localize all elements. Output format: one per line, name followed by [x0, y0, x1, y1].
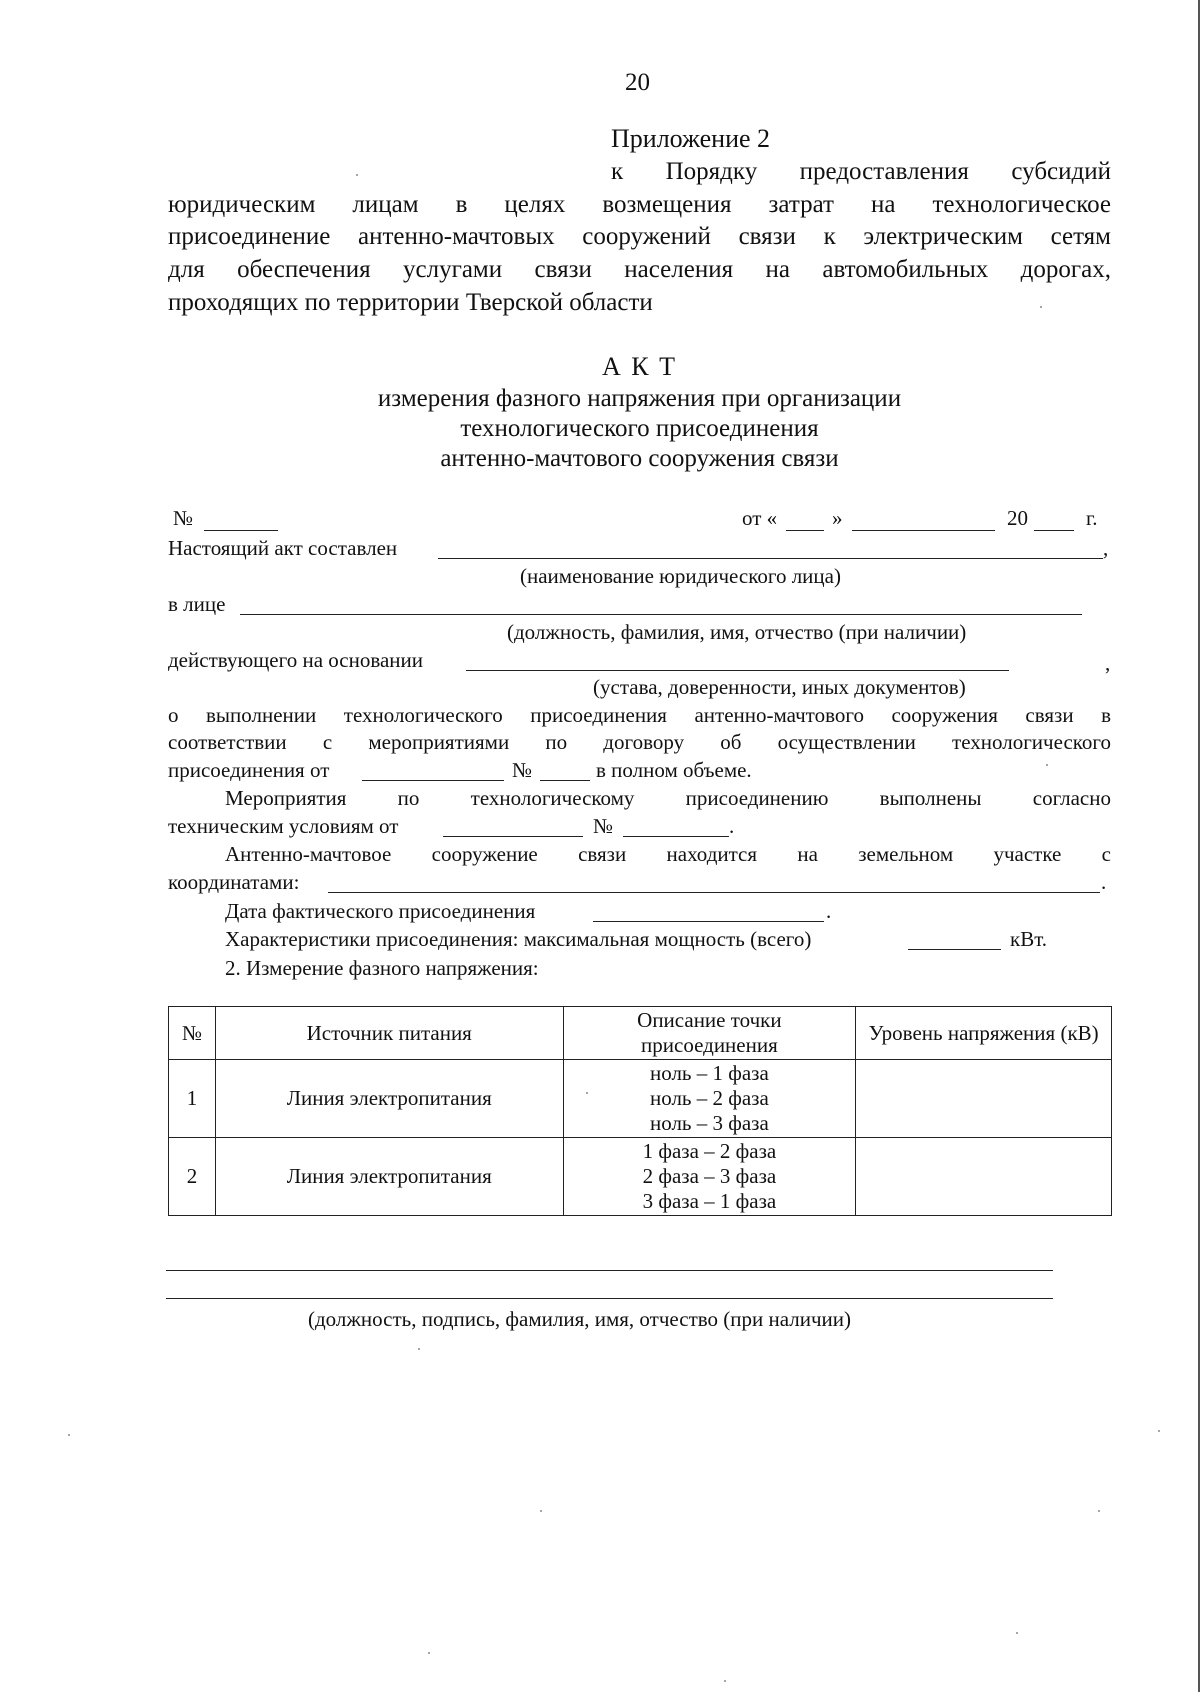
actual-date-label: Дата фактического присоединения: [225, 899, 536, 923]
person-hint: (должность, фамилия, имя, отчество (при наличии): [507, 620, 967, 644]
composed-label: Настоящий акт составлен: [168, 536, 398, 560]
appendix-line: юридическим лицам в целях возмещения затрат на технологическое: [168, 191, 1111, 218]
date-quote-close: »: [832, 506, 843, 530]
table-header-row: [169, 1007, 1112, 1060]
table-row: [169, 1138, 1112, 1216]
header-source: Источник питания: [215, 1007, 563, 1060]
para1-contract-number-label: №: [512, 758, 533, 782]
date-year-blank[interactable]: [1034, 530, 1074, 531]
legal-entity-hint: (наименование юридического лица): [520, 564, 841, 588]
appendix-line: присоединение антенно-мачтовых сооружений связи к электрическим сетям: [168, 223, 1111, 250]
appendix-title: Приложение 2: [611, 124, 771, 153]
legal-entity-blank[interactable]: [438, 558, 1103, 559]
power-unit: кВт.: [1010, 927, 1048, 951]
para2-number-label: №: [593, 814, 614, 838]
act-number-label: №: [173, 506, 194, 530]
row-voltage-level[interactable]: [856, 1060, 1112, 1138]
appendix-line: проходящих по территории Тверской области: [168, 289, 653, 316]
act-subtitle: антенно-мачтового сооружения связи: [440, 445, 839, 472]
row-voltage-level[interactable]: [856, 1138, 1112, 1216]
signature-hint: (должность, подпись, фамилия, имя, отчество (при наличии): [308, 1307, 851, 1331]
row-number: 1: [169, 1060, 216, 1138]
signature-line[interactable]: [166, 1270, 1053, 1271]
row-source: Линия электропитания: [215, 1060, 563, 1138]
acting-label: действующего на основании: [168, 648, 424, 672]
signature-line[interactable]: [166, 1298, 1053, 1299]
header-point-description: Описание точки присоединения: [563, 1007, 856, 1060]
max-power-blank[interactable]: [908, 949, 1001, 950]
header-number: №: [169, 1007, 216, 1060]
row-number: 2: [169, 1138, 216, 1216]
characteristics-label: Характеристики присоединения: максимальная мощность (всего): [225, 927, 812, 951]
row-source: Линия электропитания: [215, 1138, 563, 1216]
act-title: А К Т: [602, 352, 677, 381]
date-day-blank[interactable]: [786, 530, 824, 531]
basis-hint: (устава, доверенности, иных документов): [593, 675, 966, 699]
year-suffix: г.: [1086, 506, 1098, 530]
in-person-label: в лице: [168, 592, 226, 616]
para1-line: о выполнении технологического присоединения антенно-мачтового сооружения связи в: [168, 703, 1111, 727]
basis-blank[interactable]: [466, 670, 1009, 671]
person-blank[interactable]: [240, 614, 1082, 615]
actual-date-blank[interactable]: [593, 921, 824, 922]
act-subtitle: измерения фазного напряжения при организации: [377, 385, 902, 412]
contract-number-blank[interactable]: [540, 780, 590, 781]
para3-coordinates-label: координатами:: [168, 870, 300, 894]
appendix-line: для обеспечения услугами связи населения на автомобильных дорогах,: [168, 256, 1111, 283]
para2-line: Мероприятия по технологическому присоединению выполнены согласно: [225, 786, 1111, 810]
document-page: 20 Приложение 2 к Порядку предоставления субсидий юридическим лицам в целях возмещения затрат на технологическое присоединение антенно-мачтовых сооружений связи к электрическим сетям для обеспечения услугами связи населения на автомобильных дорогах, проходящих по территории Тверской области А К Т измерения фазного напряжения при организации технологического присоединения антенно-мачтового сооружения связи № от « » 20 г. Настоящий акт составлен , (наименование юридического лица) в лице (должность, фамилия, имя, отчество (при наличии) действующего на основании , (устава, доверенности, иных документов) о выполнении технологического присоединения антенно-мачтового сооружения связи в соответствии с мероприятиями по договору об осуществлении технологического присоединения от № в полном объеме. Мероприятия по технологическому присоединению выполнены согласно техническим условиям от № . Антенно-мачтовое сооружение связи находится на земельном участке с координатами: . Дата фактического присоединения . Характеристики присоединения: максимальная мощность (всего) кВт. 2. Измерение фазного напряжения: № Источник питания Описание точки присоединения Уровень напряжения (кВ) 1 Линия электропитания ноль – 1 фаза ноль – 2 фаза ноль – 3 фаза 2 Линия электропитания 1 фаза – 2 фаза 2 фаза – 3 фаза 3 фаза – 1 фаза (должность, подпись, фамилия, имя, отчество (при наличии): [0, 0, 1200, 1692]
header-voltage-level: Уровень напряжения (кВ): [856, 1007, 1112, 1060]
para1-full-volume: в полном объеме.: [596, 758, 752, 782]
para3-line: Антенно-мачтовое сооружение связи находится на земельном участке с: [225, 842, 1111, 866]
measurement-heading: 2. Измерение фазного напряжения:: [225, 956, 539, 980]
year-prefix: 20: [1007, 506, 1028, 530]
act-subtitle: технологического присоединения: [460, 415, 819, 442]
tech-conditions-number-blank[interactable]: [623, 836, 729, 837]
tech-conditions-date-blank[interactable]: [443, 836, 583, 837]
page-number: 20: [625, 69, 650, 96]
appendix-line: к Порядку предоставления субсидий: [611, 158, 1111, 185]
date-from-label: от «: [742, 506, 778, 530]
table-row: [169, 1060, 1112, 1138]
measurement-table: [168, 1006, 1112, 1216]
row-points: 1 фаза – 2 фаза 2 фаза – 3 фаза 3 фаза – 1 фаза: [563, 1138, 856, 1216]
coordinates-blank[interactable]: [328, 892, 1100, 893]
para1-contract-from: присоединения от: [168, 758, 330, 782]
para1-line: соответствии с мероприятиями по договору об осуществлении технологического: [168, 730, 1111, 754]
para2-tech-conditions: техническим условиям от: [168, 814, 399, 838]
act-number-blank[interactable]: [204, 530, 278, 531]
date-month-blank[interactable]: [852, 530, 995, 531]
row-points: ноль – 1 фаза ноль – 2 фаза ноль – 3 фаза: [563, 1060, 856, 1138]
contract-date-blank[interactable]: [362, 780, 504, 781]
